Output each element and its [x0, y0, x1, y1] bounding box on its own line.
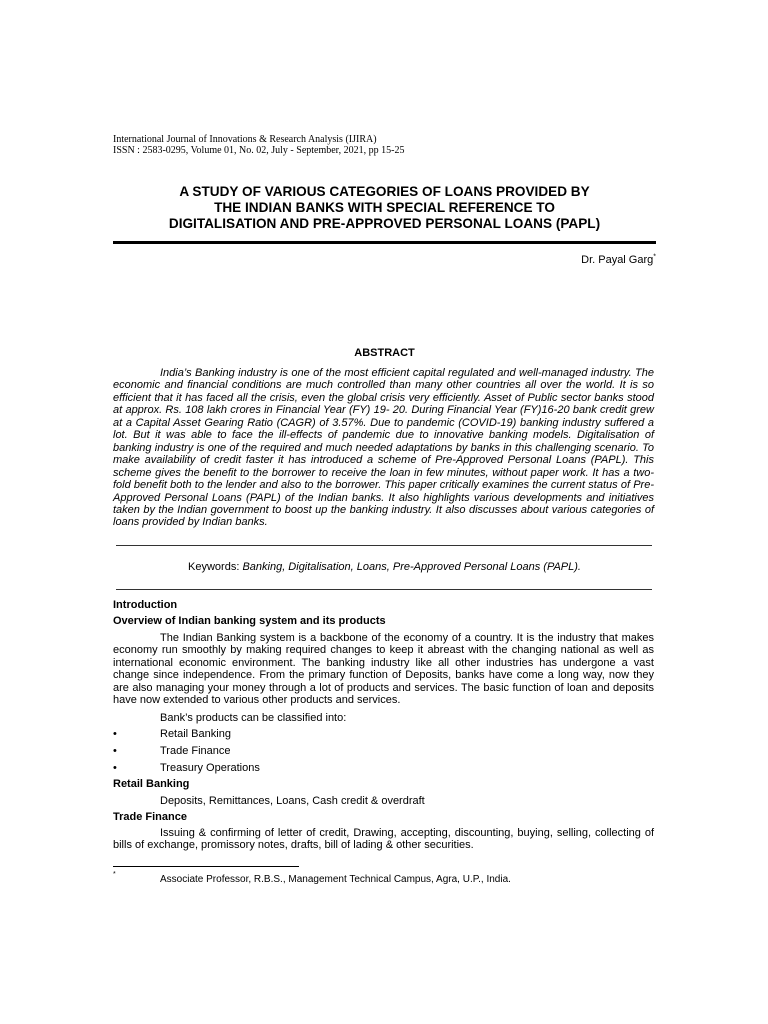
author	[581, 254, 656, 266]
journal-issn: ISSN : 2583-0295, Volume 01, No. 02, July - September, 2021, pp 15-25	[113, 145, 405, 156]
bullet-text: Trade Finance	[160, 745, 231, 757]
journal-name: International Journal of Innovations & Research Analysis (IJIRA)	[113, 134, 377, 145]
title-line-1: A STUDY OF VARIOUS CATEGORIES OF LOANS PROVIDED BY	[179, 184, 590, 199]
bullet-text: Treasury Operations	[160, 762, 260, 774]
author-footnote-mark: *	[653, 253, 656, 261]
overview-heading: Overview of Indian banking system and its products	[113, 615, 386, 627]
abstract-separator-bottom	[116, 589, 652, 590]
introduction-heading: Introduction	[113, 599, 178, 611]
abstract-body: India’s Banking industry is one of the most efficient capital regulated and well-managed industry. The economic and financial conditions are much controlled than many other countries all over the world. It is so efficient that it has faced all the crisis, even the global crisis very efficiently. Asset of Public sector banks stood at approx. Rs. 108 lakh crores in Financial Year (FY) 19- 20. During Financial Year (FY)16-20 bank credit grew at a Capital Asset Gearing Ratio (CAGR) of 3.57%. Due to pandemic (COVID-19) banking industry suffered a lot. But it was able to face the ill-effects of pandemic due to innovative banking models. Digitalisation of banking industry is one of the required and much needed adaptations by banks in this challenging scenario. To make availability of credit faster it has introduced a scheme of Pre-Approved Personal Loans (PAPL). This scheme gives the benefit to the borrower to receive the loan in few minutes, without paper work. It has a two-fold benefit both to the lender and also to the borrower. This paper critically examines the current status of Pre-Approved Personal Loans (PAPL) of the Indian banks. It also highlights various developments and initiatives taken by the Indian government to boost up the banking industry. It also discusses about various categories of loans provided by Indian banks.	[113, 367, 654, 529]
classified-line: Bank’s products can be classified into:	[160, 712, 347, 724]
journal-header	[113, 134, 404, 156]
bullet-text: Retail Banking	[160, 728, 231, 740]
keywords-text: Banking, Digitalisation, Loans, Pre-Approved Personal Loans (PAPL).	[242, 561, 581, 573]
footnote-text: Associate Professor, R.B.S., Management Technical Campus, Agra, U.P., India.	[160, 874, 511, 885]
bullet-symbol: •	[113, 745, 117, 757]
footnote-rule	[113, 866, 299, 867]
keywords	[113, 561, 656, 573]
footnote-mark: *	[113, 871, 116, 878]
title-line-2: THE INDIAN BANKS WITH SPECIAL REFERENCE TO	[214, 200, 555, 215]
author-name: Dr. Payal Garg	[581, 254, 654, 266]
trade-finance-heading: Trade Finance	[113, 811, 187, 823]
paper-title	[113, 184, 656, 232]
title-line-3: DIGITALISATION AND PRE-APPROVED PERSONAL LOANS (PAPL)	[168, 216, 601, 231]
bullet-symbol: •	[113, 762, 117, 774]
trade-finance-paragraph: Issuing & confirming of letter of credit, Drawing, accepting, discounting, buying, selling, collecting of bills of exchange, promissory notes, drafts, bill of lading & other securities.	[113, 827, 654, 852]
retail-banking-heading: Retail Banking	[113, 778, 190, 790]
bullet-symbol: •	[113, 728, 117, 740]
title-rule	[113, 241, 656, 244]
keywords-label: Keywords:	[188, 561, 240, 573]
overview-paragraph: The Indian Banking system is a backbone of the economy of a country. It is the industry that makes economy run smoothly by making required changes to keep it abreast with the changing national as well as international economic environment. The banking industry like all other industries has undergone a vast change since independence. From the primary function of Deposits, banks have come a long way, now they are also managing your money through a lot of products and services. The basic function of loan and deposits have now extended to various other products and services.	[113, 632, 654, 707]
abstract-heading: ABSTRACT	[354, 347, 415, 359]
abstract-separator-top	[116, 545, 652, 546]
retail-banking-text: Deposits, Remittances, Loans, Cash credit & overdraft	[160, 795, 425, 807]
